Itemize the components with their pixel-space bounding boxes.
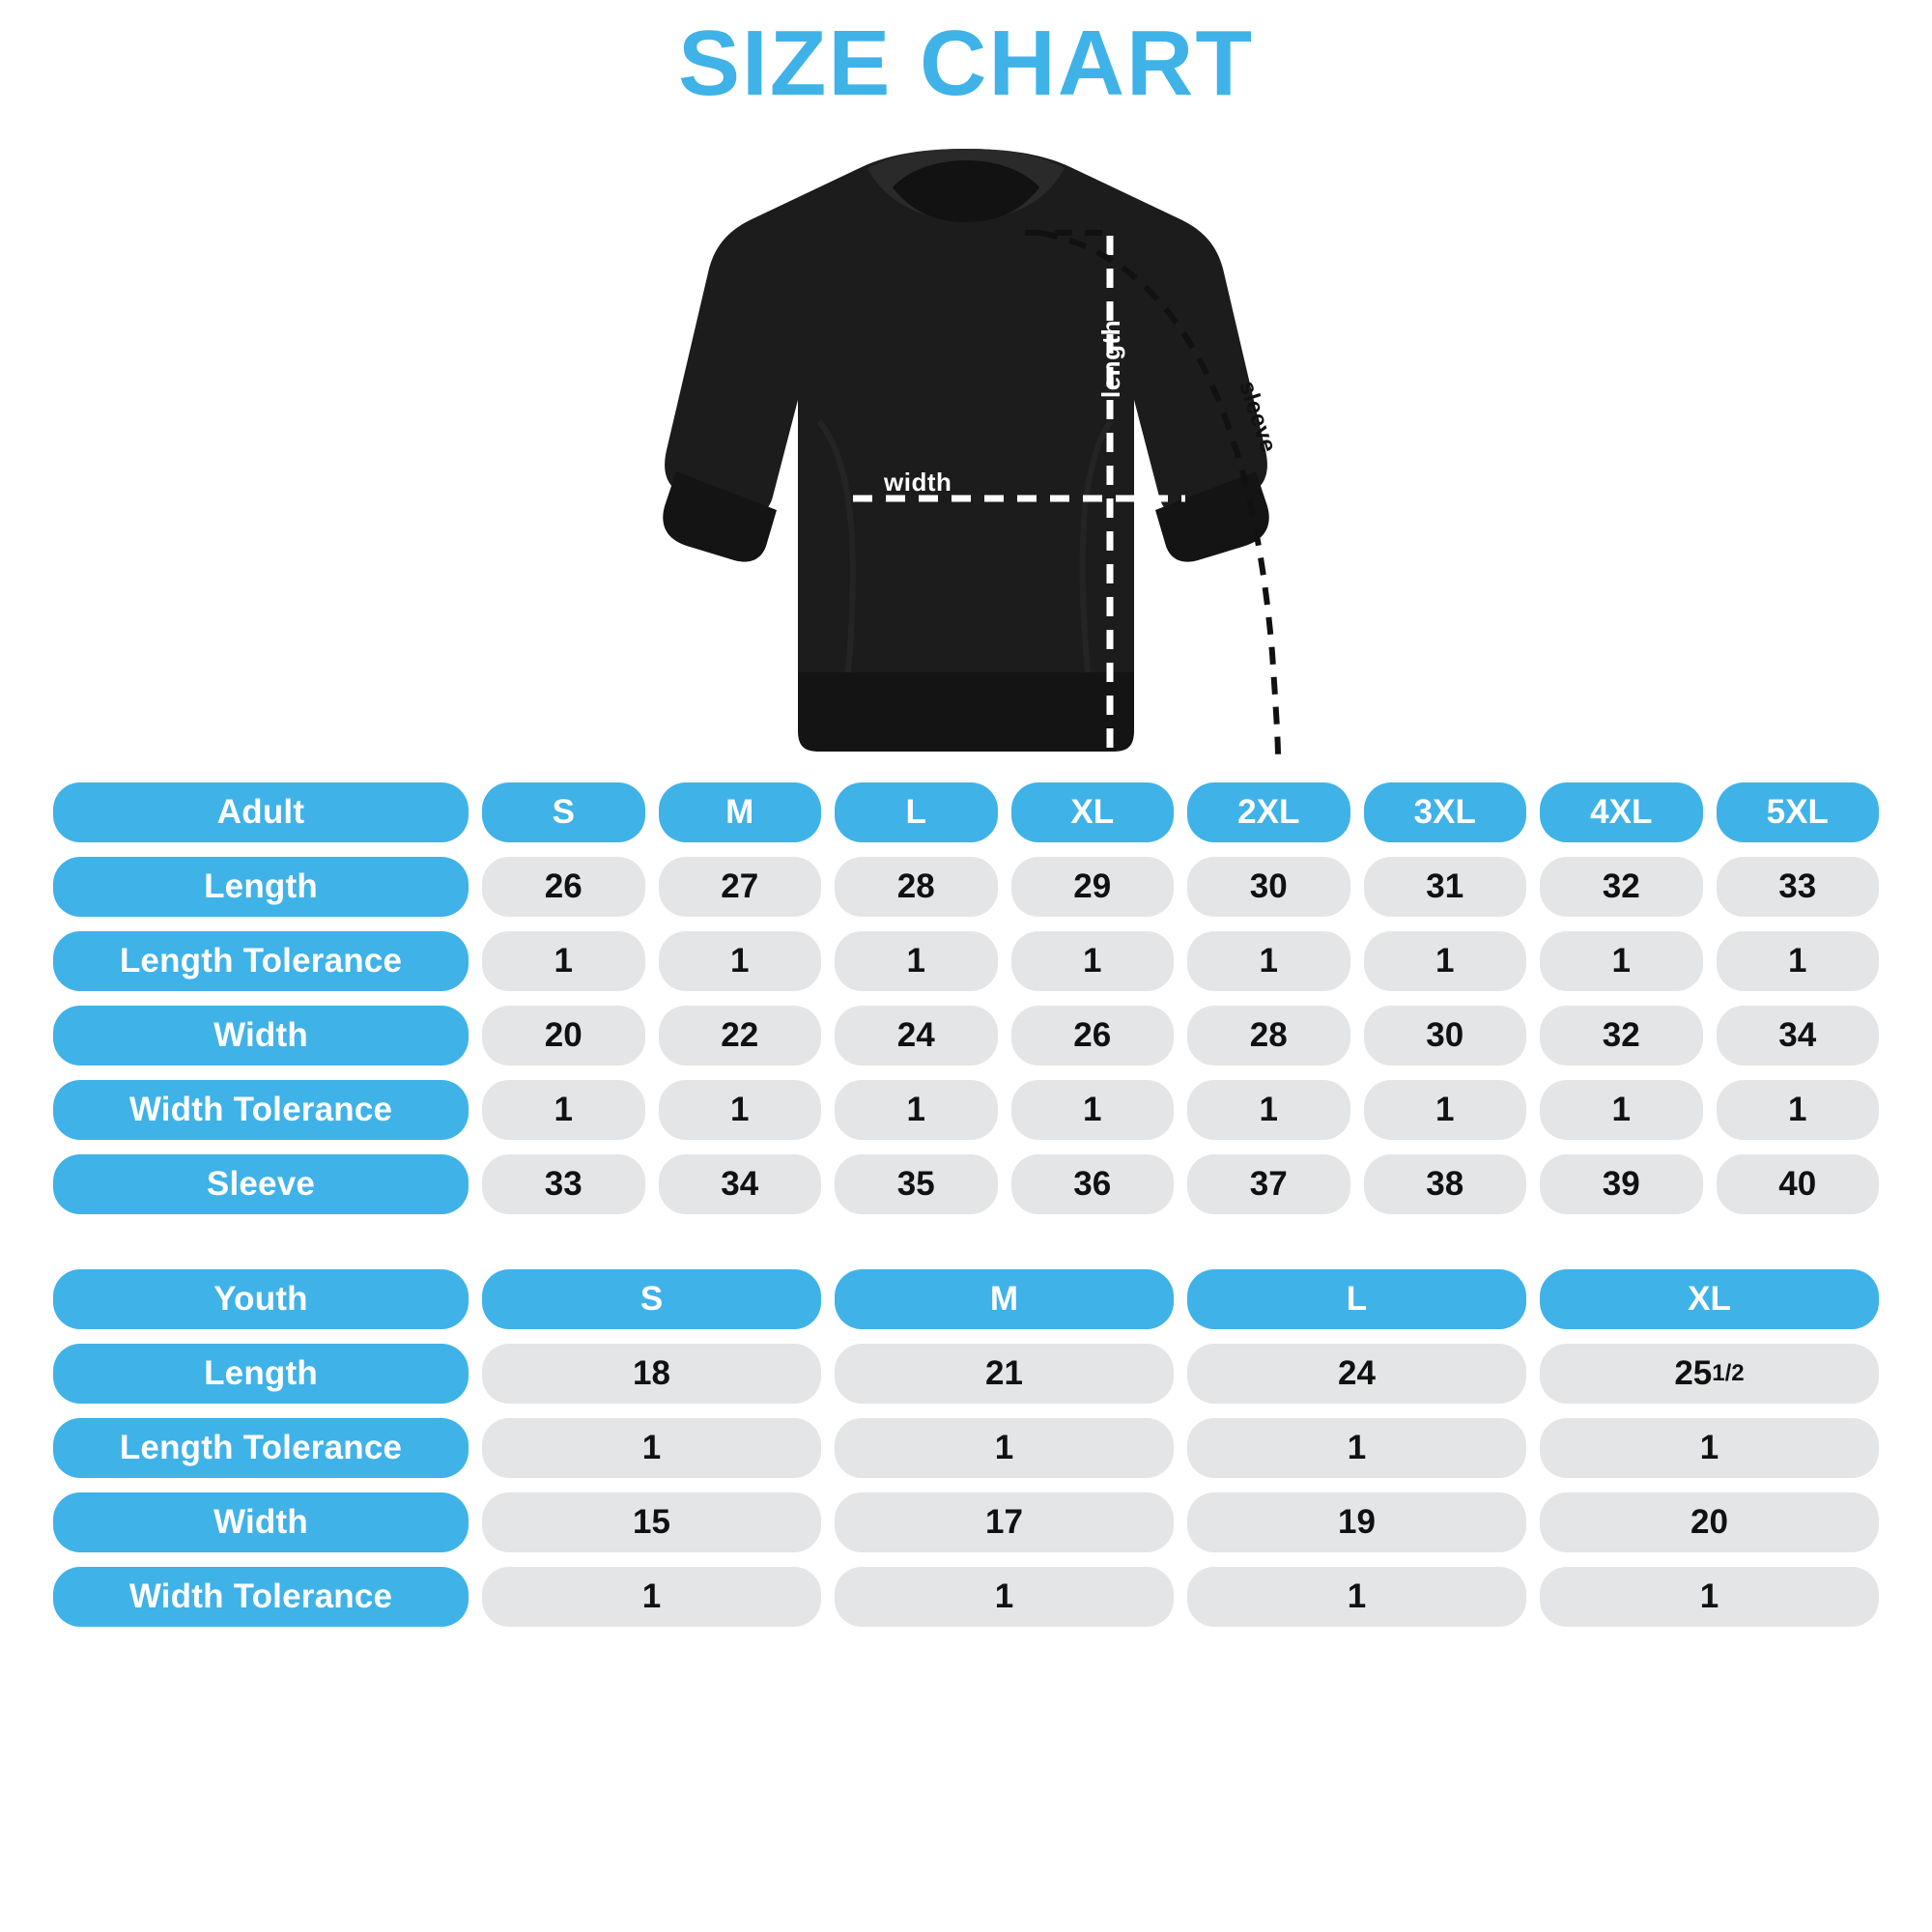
youth-column-headers <box>482 1269 1879 1329</box>
cell-value: 40 <box>1717 1154 1880 1214</box>
table-row <box>53 1567 1879 1627</box>
cell-value: 1 <box>1540 1567 1879 1627</box>
youth-row-label-width-tolerance: Width Tolerance <box>53 1567 469 1627</box>
sweatshirt-graphic <box>657 131 1275 769</box>
youth-col-xl: XL <box>1540 1269 1879 1329</box>
youth-row-label-length: Length <box>53 1344 469 1404</box>
adult-col-5xl: 5XL <box>1717 782 1880 842</box>
adult-col-l: L <box>835 782 998 842</box>
adult-col-4xl: 4XL <box>1540 782 1703 842</box>
table-row <box>53 1154 1879 1214</box>
cell-value: 39 <box>1540 1154 1703 1214</box>
adult-row-label-width-tolerance: Width Tolerance <box>53 1080 469 1140</box>
cell-value: 1 <box>1364 1080 1527 1140</box>
cell-value-fraction <box>1540 1344 1879 1404</box>
cell-value: 32 <box>1540 1006 1703 1065</box>
cell-value: 17 <box>835 1492 1174 1552</box>
cell-value: 28 <box>1187 1006 1350 1065</box>
table-spacer <box>53 1229 1879 1269</box>
youth-col-l: L <box>1187 1269 1526 1329</box>
cell-value: 36 <box>1011 1154 1175 1214</box>
cell-value: 18 <box>482 1344 821 1404</box>
cell-value: 1 <box>1717 1080 1880 1140</box>
youth-row-values-width <box>482 1492 1879 1552</box>
cell-value: 1 <box>1011 931 1175 991</box>
label-width: width <box>884 468 952 497</box>
cell-value: 22 <box>659 1006 822 1065</box>
adult-column-headers <box>482 782 1879 842</box>
cell-value: 35 <box>835 1154 998 1214</box>
cell-value: 33 <box>482 1154 645 1214</box>
cell-value: 34 <box>659 1154 822 1214</box>
youth-col-s: S <box>482 1269 821 1329</box>
cell-value: 1 <box>1187 931 1350 991</box>
youth-header-label: Youth <box>53 1269 469 1329</box>
cell-value: 15 <box>482 1492 821 1552</box>
cell-value: 1 <box>482 1080 645 1140</box>
cell-value: 28 <box>835 857 998 917</box>
page-title: SIZE CHART <box>678 12 1254 115</box>
youth-row-values-length <box>482 1344 1879 1404</box>
cell-value: 24 <box>1187 1344 1526 1404</box>
adult-col-s: S <box>482 782 645 842</box>
cell-value: 1 <box>1717 931 1880 991</box>
cell-value: 24 <box>835 1006 998 1065</box>
garment-illustration <box>53 112 1879 779</box>
cell-value: 30 <box>1187 857 1350 917</box>
cell-value: 37 <box>1187 1154 1350 1214</box>
table-row <box>53 1344 1879 1404</box>
adult-row-values-sleeve <box>482 1154 1879 1214</box>
table-row <box>53 857 1879 917</box>
cell-value: 34 <box>1717 1006 1880 1065</box>
sweatshirt-svg <box>657 131 1275 769</box>
adult-row-label-width: Width <box>53 1006 469 1065</box>
youth-size-table <box>53 1269 1879 1627</box>
cell-value: 1 <box>482 1567 821 1627</box>
adult-col-3xl: 3XL <box>1364 782 1527 842</box>
cell-value: 32 <box>1540 857 1703 917</box>
table-row <box>53 1492 1879 1552</box>
cell-value: 33 <box>1717 857 1880 917</box>
table-row <box>53 1080 1879 1140</box>
youth-row-values-width-tolerance <box>482 1567 1879 1627</box>
adult-row-values-length <box>482 857 1879 917</box>
cell-value: 1 <box>482 931 645 991</box>
cell-value: 1 <box>1540 1418 1879 1478</box>
adult-row-values-width <box>482 1006 1879 1065</box>
cell-value: 1 <box>835 1080 998 1140</box>
table-row <box>53 1418 1879 1478</box>
table-row <box>53 931 1879 991</box>
cell-value: 21 <box>835 1344 1174 1404</box>
adult-header-row <box>53 782 1879 842</box>
cell-value: 1 <box>835 1567 1174 1627</box>
adult-header-label: Adult <box>53 782 469 842</box>
cell-value: 1 <box>1011 1080 1175 1140</box>
cell-value: 20 <box>1540 1492 1879 1552</box>
cell-value: 1 <box>482 1418 821 1478</box>
adult-row-label-length-tolerance: Length Tolerance <box>53 931 469 991</box>
cell-value: 1 <box>1187 1418 1526 1478</box>
youth-row-label-width: Width <box>53 1492 469 1552</box>
youth-header-row <box>53 1269 1879 1329</box>
adult-row-values-width-tolerance <box>482 1080 1879 1140</box>
cell-value: 26 <box>482 857 645 917</box>
youth-col-m: M <box>835 1269 1174 1329</box>
adult-row-label-sleeve: Sleeve <box>53 1154 469 1214</box>
cell-value: 31 <box>1364 857 1527 917</box>
adult-col-m: M <box>659 782 822 842</box>
cell-value: 1 <box>835 1418 1174 1478</box>
cell-value: 30 <box>1364 1006 1527 1065</box>
youth-row-label-length-tolerance: Length Tolerance <box>53 1418 469 1478</box>
cell-value: 1 <box>1540 931 1703 991</box>
adult-col-xl: XL <box>1011 782 1175 842</box>
cell-value: 1 <box>1364 931 1527 991</box>
cell-value: 1 <box>1187 1567 1526 1627</box>
adult-row-label-length: Length <box>53 857 469 917</box>
cell-value: 1 <box>659 931 822 991</box>
label-length: length <box>1096 320 1125 398</box>
cell-value: 1 <box>1187 1080 1350 1140</box>
cell-value: 27 <box>659 857 822 917</box>
adult-col-2xl: 2XL <box>1187 782 1350 842</box>
label-sleeve: sleeve <box>1234 378 1282 457</box>
adult-size-table <box>53 782 1879 1214</box>
cell-value: 29 <box>1011 857 1175 917</box>
cell-value: 1 <box>659 1080 822 1140</box>
cell-value: 19 <box>1187 1492 1526 1552</box>
cell-value-text: 25 <box>1674 1354 1713 1392</box>
cell-value: 38 <box>1364 1154 1527 1214</box>
fraction-glyph: 1/2 <box>1712 1360 1745 1386</box>
cell-value: 1 <box>1540 1080 1703 1140</box>
cell-value: 26 <box>1011 1006 1175 1065</box>
adult-row-values-length-tolerance <box>482 931 1879 991</box>
table-row <box>53 1006 1879 1065</box>
youth-row-values-length-tolerance <box>482 1418 1879 1478</box>
cell-value: 1 <box>835 931 998 991</box>
cell-value: 20 <box>482 1006 645 1065</box>
